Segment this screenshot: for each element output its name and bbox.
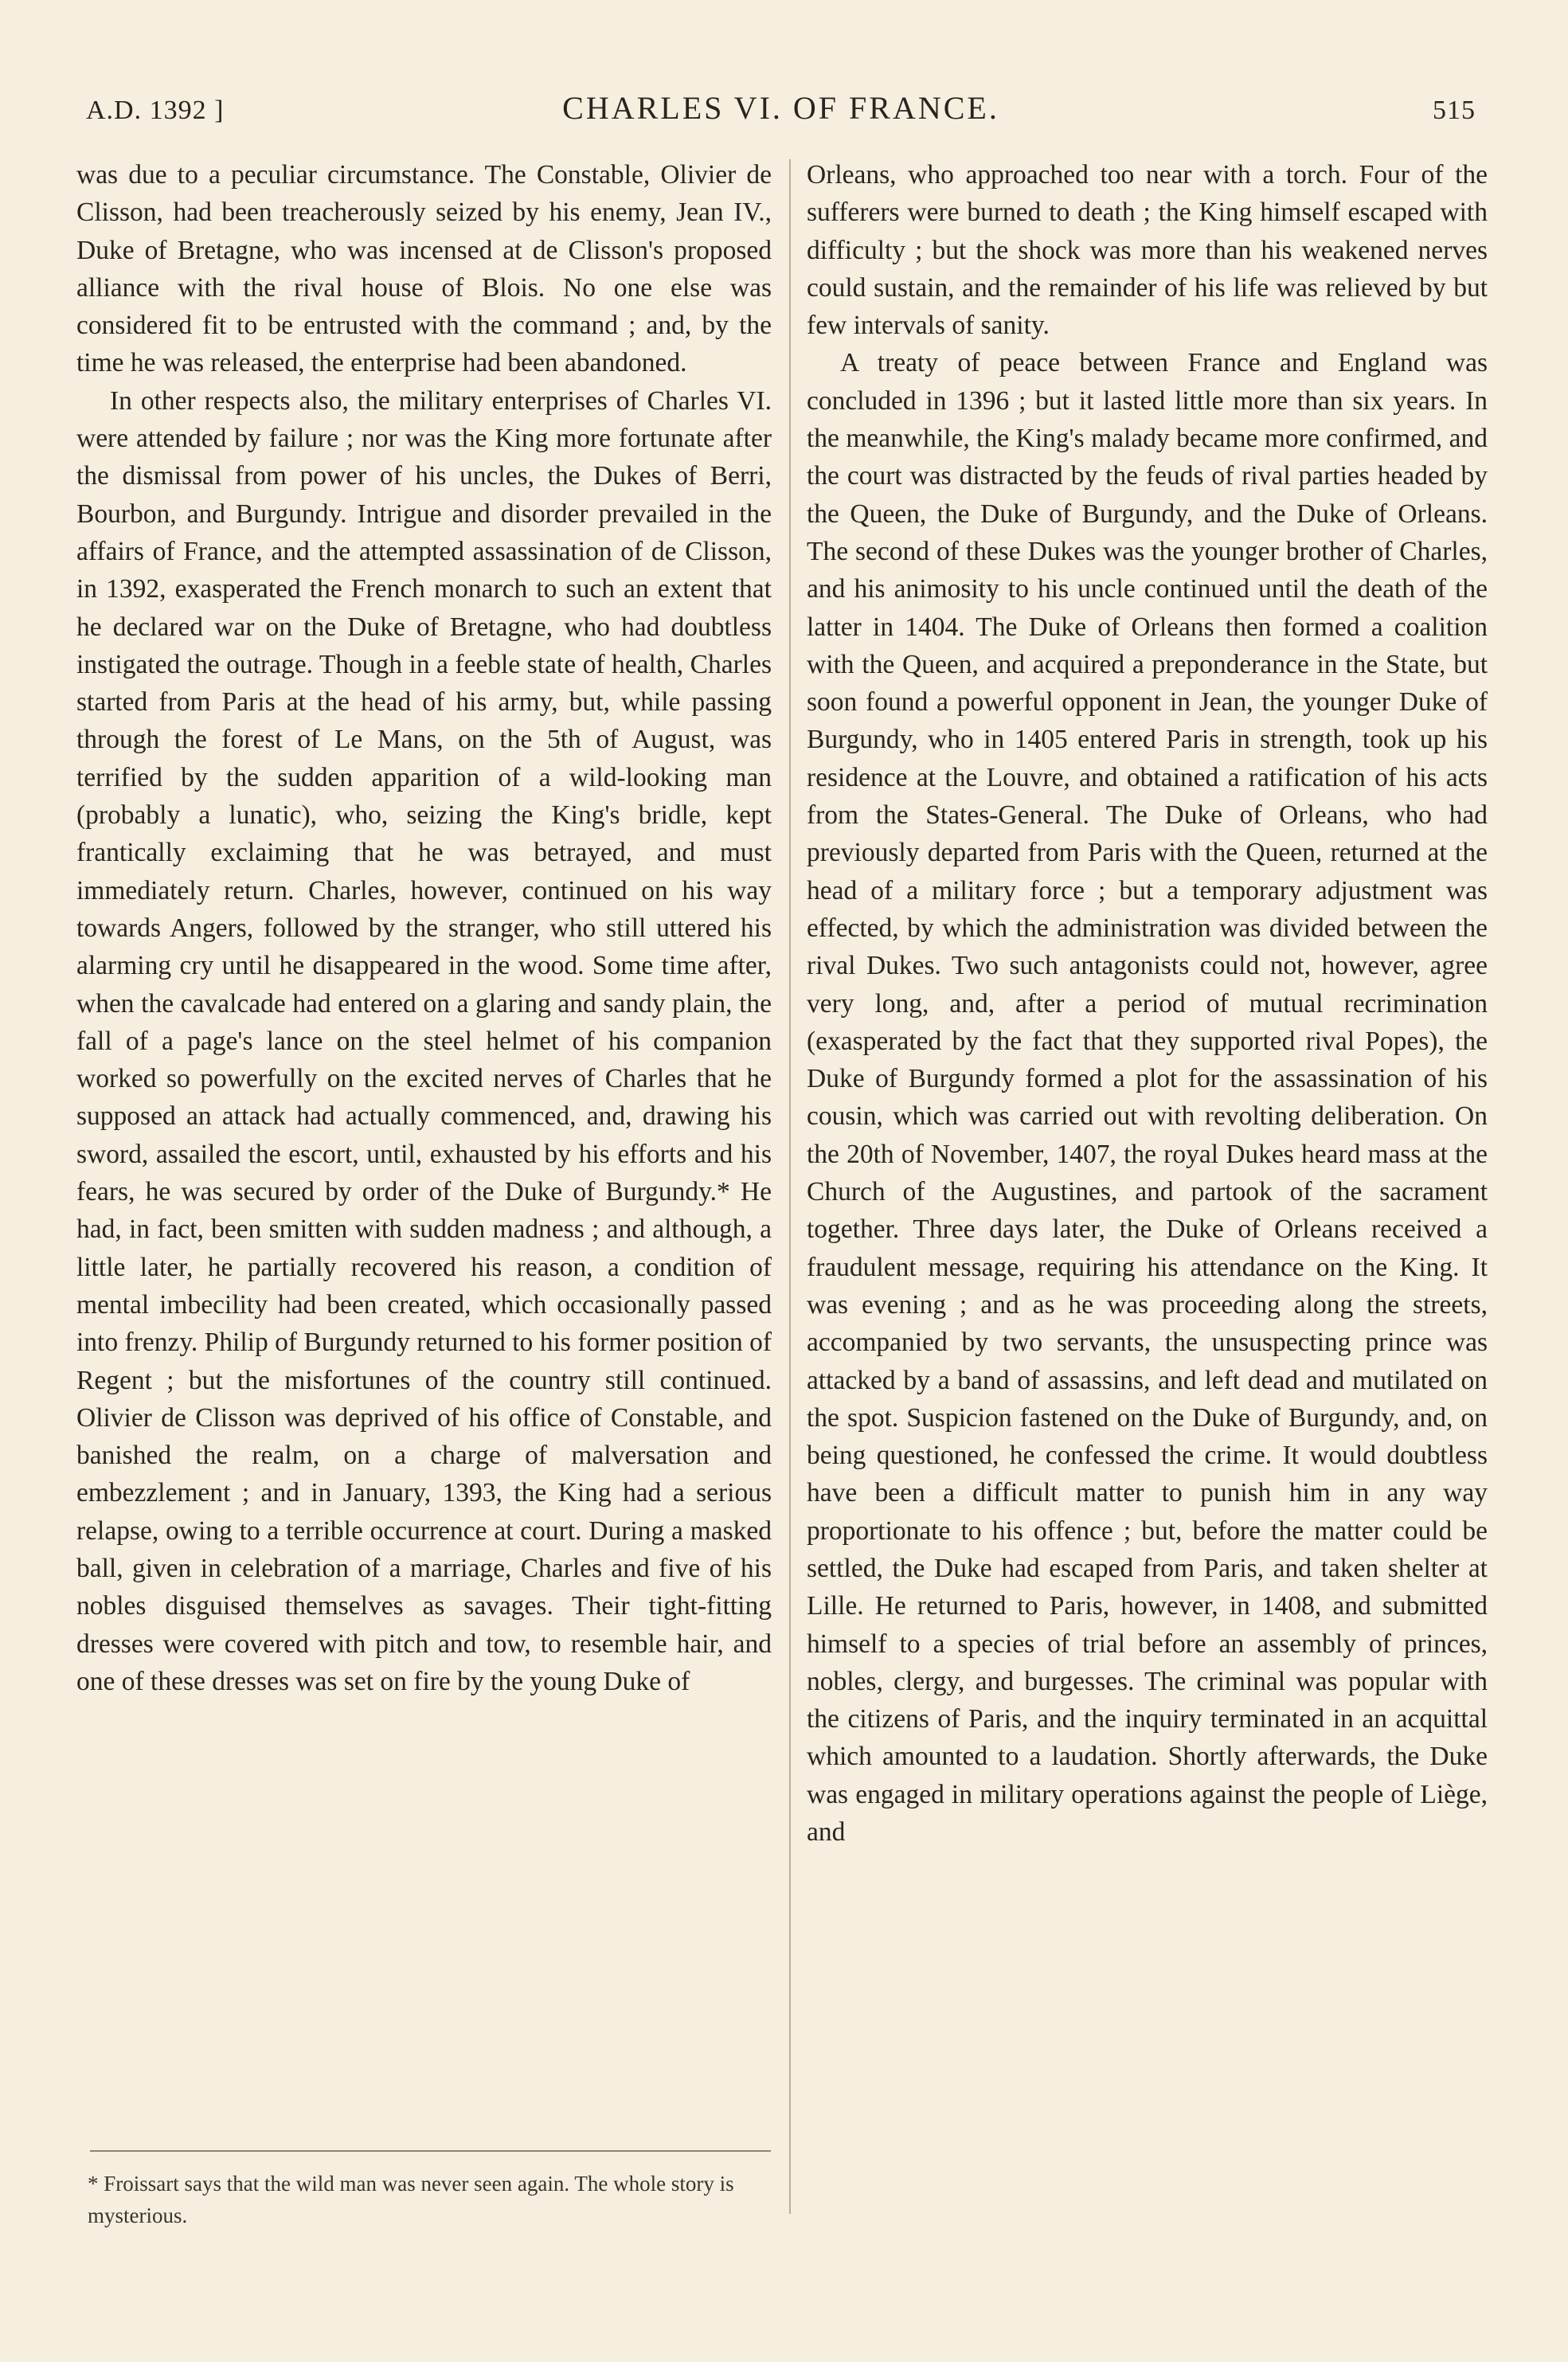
header-title: CHARLES VI. OF FRANCE. <box>562 90 999 126</box>
column-divider <box>789 159 791 2214</box>
paragraph: In other respects also, the military enterprises of Charles VI. were attended by failure ; nor was the King more fortunate after the dismissal from power of his uncles, the Dukes of Berri, Bourbon, and Burgundy. Intrigue and disorder prevailed in the affairs of France, and the attempted assassination of de Clisson, in 1392, exasperated the French monarch to such an extent that he declared war on the Duke of Bretagne, who had doubtless instigated the outrage. Though in a feeble state of health, Charles started from Paris at the head of his army, but, while passing through the forest of Le Mans, on the 5th of August, was terrified by the sudden apparition of a wild-looking man (probably a lunatic), who, seizing the King's bridle, kept frantically exclaiming that he was betrayed, and must immediately return. Charles, however, continued on his way towards Angers, followed by the stranger, who still uttered his alarming cry until he disappeared in the wood. Some time after, when the cavalcade had entered on a glaring and sandy plain, the fall of a page's lance on the steel helmet of his companion worked so powerfully on the excited nerves of Charles that he supposed an attack had actually commenced, and, drawing his sword, assailed the escort, until, exhausted by his efforts and his fears, he was secured by order of the Duke of Burgundy.* He had, in fact, been smitten with sudden madness ; and although, a little later, he partially recovered his reason, a condition of mental imbecility had been created, which occasionally passed into frenzy. Philip of Burgundy returned to his former position of Regent ; but the misfortunes of the country still continued. Olivier de Clisson was deprived of his office of Constable, and banished the realm, on a charge of malversation and embezzlement ; and in January, 1393, the King had a serious relapse, owing to a terrible occurrence at court. During a masked ball, given in celebration of a marriage, Charles and five of his nobles disguised themselves as savages. Their tight-fitting dresses were covered with pitch and tow, to resemble hair, and one of these dresses was set on fire by the young Duke of <box>76 385 772 1696</box>
left-column <box>76 156 772 2099</box>
right-column <box>807 156 1488 2195</box>
footnote: * Froissart says that the wild man was never seen again. The whole story is mysterious. <box>88 2172 734 2227</box>
paragraph: A treaty of peace between France and England was concluded in 1396 ; but it lasted little more than six years. In the meanwhile, the King's malady became more confirmed, and the court was distracted by the feuds of rival parties headed by the Queen, the Duke of Burgundy, and the Duke of Orleans. The second of these Dukes was the younger brother of Charles, and his animosity to his uncle continued until the death of the latter in 1404. The Duke of Orleans then formed a coalition with the Queen, and acquired a preponderance in the State, but soon found a powerful opponent in Jean, the younger Duke of Burgundy, who in 1405 entered Paris in strength, took up his residence at the Louvre, and obtained a ratification of his acts from the States-General. The Duke of Orleans, who had previously departed from Paris with the Queen, returned at the head of a military force ; but a temporary adjustment was effected, by which the administration was divided between the rival Dukes. Two such antagonists could not, however, agree very long, and, after a period of mutual recrimination (exasperated by the fact that they supported rival Popes), the Duke of Burgundy formed a plot for the assassination of his cousin, which was carried out with revolting deliberation. On the 20th of November, 1407, the royal Dukes heard mass at the Church of the Augustines, and partook of the sacrament together. Three days later, the Duke of Orleans received a fraudulent message, requiring his attendance on the King. It was evening ; and as he was proceeding along the streets, accompanied by two servants, the unsuspecting prince was attacked by a band of assassins, and left dead and mutilated on the spot. Suspicion fastened on the Duke of Burgundy, and, on being questioned, he confessed the crime. It would doubtless have been a difficult matter to punish him in any way proportionate to his offence ; but, before the matter could be settled, the Duke had escaped from Paris, and taken shelter at Lille. He returned to Paris, however, in 1408, and submitted himself to a species of trial before an assembly of princes, nobles, clergy, and burgesses. The criminal was popular with the citizens of Paris, and the inquiry terminated in an acquittal which amounted to a laudation. Shortly afterwards, the Duke was engaged in military operations against the people of Liège, and <box>807 348 1488 1848</box>
header-date: A.D. 1392 ] <box>86 96 225 125</box>
page-number: 515 <box>1433 96 1476 125</box>
paragraph: was due to a peculiar circumstance. The Constable, Olivier de Clisson, had been treacherously seized by his enemy, Jean IV., Duke of Bretagne, who was incensed at de Clisson's proposed alliance with the rival house of Blois. No one else was considered fit to be entrusted with the command ; and, by the time he was released, the enterprise had been abandoned. <box>76 160 772 378</box>
paragraph: Orleans, who approached too near with a torch. Four of the sufferers were burned to death ; the King himself escaped with difficulty ; but the shock was more than his weakened nerves could sustain, and the remainder of his life was relieved by but few intervals of sanity. <box>807 160 1488 341</box>
running-header <box>86 89 1476 137</box>
footnote-rule <box>90 2150 771 2152</box>
